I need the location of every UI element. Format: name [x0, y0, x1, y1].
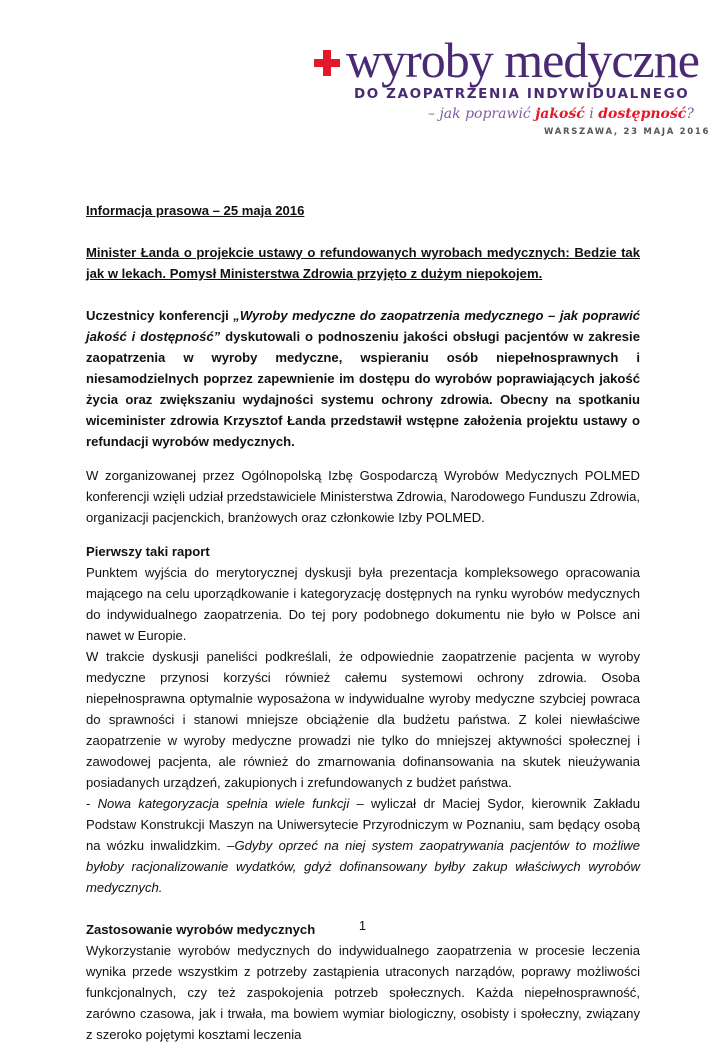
- tagline-mid: i: [584, 106, 599, 122]
- quote-italic-2: Gdyby oprzeć na niej system zaopatrywania pacjentów to możliwe byłoby racjonalizowanie wydatków, gdyż dofinansowany byłby zakup właściwych wyrobów medycznych.: [86, 838, 640, 895]
- section-title-usage: Zastosowanie wyrobów medycznych: [86, 922, 316, 937]
- tagline-word-availability: dostępność: [598, 106, 687, 122]
- quote-attribution: – wyliczał dr Maciej Sydor, kierownik Zakładu Podstaw Konstrukcji Maszyn na Uniwersytecie Przyrodniczym w Poznaniu, sam będący osobą na wózku inwalidzkim. –: [86, 796, 640, 853]
- press-info: Informacja prasowa – 25 maja 2016: [86, 203, 305, 218]
- conference-logo: [310, 30, 711, 140]
- tagline-suffix: ?: [686, 106, 694, 122]
- lead-paragraph: [86, 305, 640, 452]
- tagline-word-quality: jakość: [535, 106, 585, 122]
- conference-date: WARSZAWA, 23 MAJA 2016: [544, 127, 711, 137]
- lead-text-2: dyskutowali o podnoszeniu jakości obsługi pacjentów w zakresie zaopatrzenia w wyroby medyczne, wspieraniu osób niepełnosprawnych i niesamodzielnych poprzez zapewnienie im dostępu do wyrobów poprawiających jakość życia oraz zwiększaniu wydajności systemu ochrony zdrowia. Obecny na spotkaniu wiceminister zdrowia Krzysztof Łanda przedstawił wstępne założenia projektu ustawy o refundacji wyrobów medycznych.: [86, 329, 640, 449]
- logo-title: wyroby medyczne: [346, 32, 699, 88]
- tagline-prefix: – jak poprawić: [428, 106, 536, 122]
- quote-italic-1: Nowa kategoryzacja spełnia wiele funkcji: [97, 796, 350, 811]
- paragraph-discussion: W trakcie dyskusji paneliści podkreślali, że odpowiednie zaopatrzenie pacjenta w wyroby medyczne przynosi korzyści również całemu systemowi ochrony zdrowia. Osoba niepełnosprawna optymalnie wyposażona w indywidualne wyroby medyczne szybciej powraca do sprawności i stanowi mniejsze obciążenie dla budżetu państwa. Z kolei niewłaściwe zaopatrzenie w wyroby medyczne prowadzi nie tylko do mniejszej aktywności społecznej i zawodowej pacjenta, ale również do zmarnowania dofinansowania na skutek nieużywania posiadanych urządzeń, zakupionych i zrefundowanych z budżet państwa.: [86, 649, 640, 790]
- page-number: 1: [358, 918, 367, 933]
- paragraph-organizers: W zorganizowanej przez Ogólnopolską Izbę Gospodarczą Wyrobów Medycznych POLMED konferencji wzięli udział przedstawiciele Ministerstwa Zdrowia, Narodowego Funduszu Zdrowia, organizacji pacjenckich, branżowych oraz członkowie Izby POLMED.: [86, 468, 640, 525]
- lead-text-1: Uczestnicy konferencji: [86, 308, 234, 323]
- conference-name: „Wyroby medyczne do zaopatrzenia medycznego – jak poprawić jakość i dostępność”: [86, 308, 641, 344]
- logo-subtitle: DO ZAOPATRZENIA INDYWIDUALNEGO: [354, 86, 690, 102]
- medical-cross-icon: [314, 50, 340, 76]
- headline: Minister Łanda o projekcie ustawy o refundowanych wyrobach medycznych: Bedzie tak jak w lekach. Pomysł Ministerstwa Zdrowia przyjęto z dużym niepokojem.: [86, 245, 640, 281]
- paragraph-report: Punktem wyjścia do merytorycznej dyskusji była prezentacja kompleksowego opracowania mającego na celu uporządkowanie i kategoryzację dostępnych na rynku wyrobów medycznych do indywidualnego zaopatrzenia. Do tej pory podobnego dokumentu nie było w Polsce ani nawet w Europie.: [86, 565, 640, 643]
- paragraph-usage: Wykorzystanie wyrobów medycznych do indywidualnego zaopatrzenia w procesie leczenia wynika przede wszystkim z potrzeby zastąpienia utraconych narządów, poprawy możliwości funkcjonalnych, czy też zaspokojenia potrzeb społecznych. Każda niepełnosprawność, zarówno czasowa, jak i trwała, ma bowiem wymiar biologiczny, osobisty i społeczny, związany z szeroko pojętymi kosztami leczenia: [86, 943, 640, 1042]
- logo-tagline: [428, 106, 694, 122]
- paragraph-quote: [86, 793, 640, 898]
- section-title-report: Pierwszy taki raport: [86, 544, 210, 559]
- quote-dash: -: [86, 796, 98, 811]
